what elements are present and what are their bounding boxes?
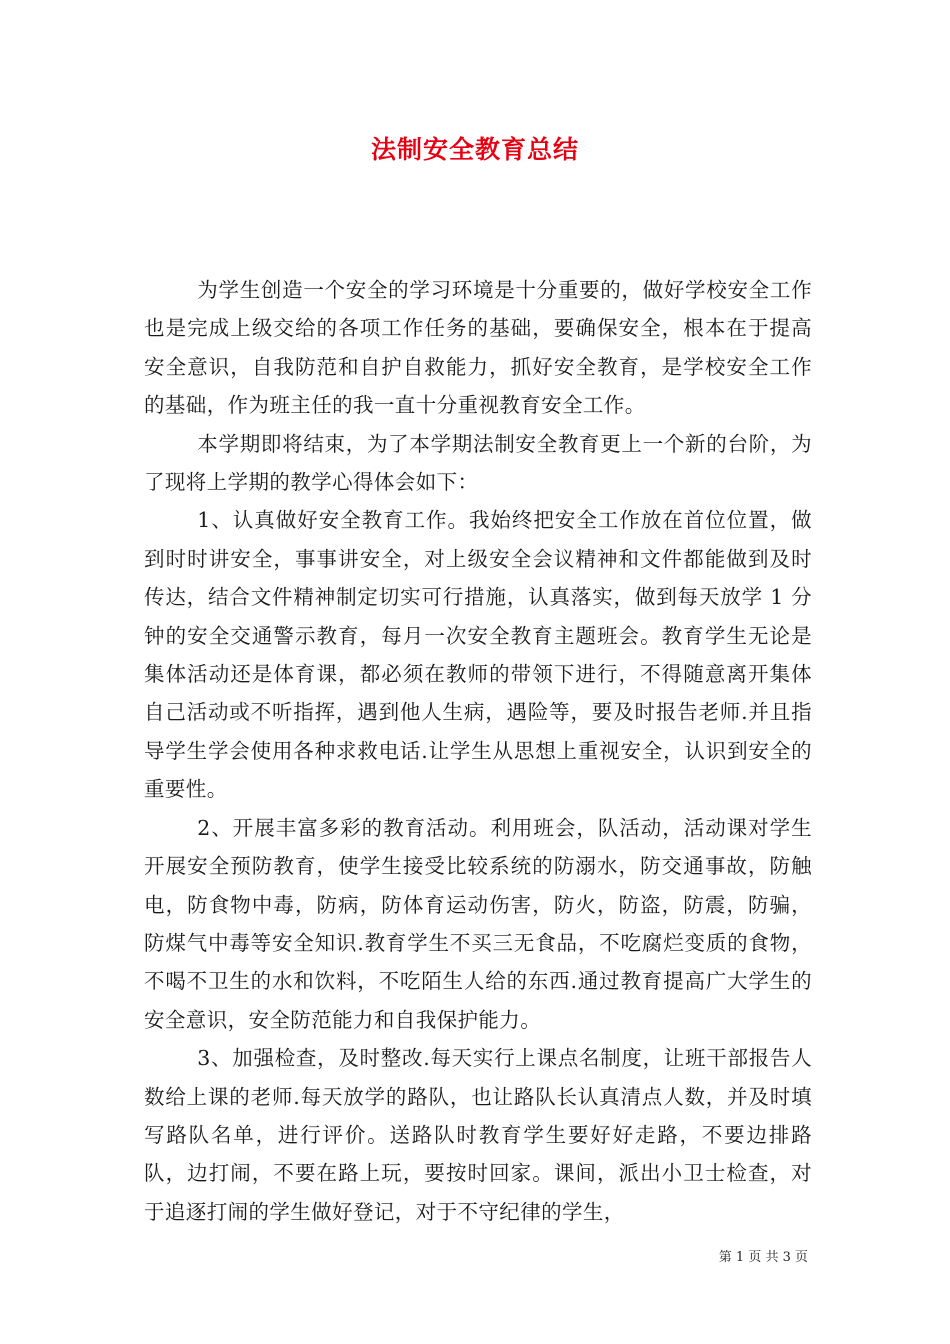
- paragraph-intro: 为学生创造一个安全的学习环境是十分重要的，做好学校安全工作也是完成上级交给的各项工作任务的基础，要确保安全，根本在于提高安全意识，自我防范和自护自救能力，抓好安全教育，是学校安全工作的基础，作为班主任的我一直十分重视教育安全工作。: [144, 278, 812, 418]
- document-title: 法制安全教育总结: [370, 135, 579, 164]
- page-number-footer: 第 1 页 共 3 页: [718, 1250, 808, 1265]
- document-body: [144, 271, 812, 1231]
- paragraph-item-2: 2、开展丰富多彩的教育活动。利用班会，队活动，活动课对学生开展安全预防教育，使学生接受比较系统的防溺水，防交通事故，防触电，防食物中毒，防病，防体育运动伤害，防火，防盗，防震，防骗，防煤气中毒等安全知识.教育学生不买三无食品，不吃腐烂变质的食物，不喝不卫生的水和饮料，不吃陌生人给的东西.通过教育提高广大学生的安全意识，安全防范能力和自我保护能力。: [144, 815, 812, 1032]
- paragraph-summary-lead: 本学期即将结束，为了本学期法制安全教育更上一个新的台阶，为了现将上学期的教学心得体会如下：: [144, 431, 812, 495]
- paragraph-item-3: 3、加强检查，及时整改.每天实行上课点名制度，让班干部报告人数给上课的老师.每天放学的路队，也让路队长认真清点人数，并及时填写路队名单，进行评价。送路队时教育学生要好好走路，不要边排路队，边打闹，不要在路上玩，要按时回家。课间，派出小卫士检查，对于追逐打闹的学生做好登记，对于不守纪律的学生，: [144, 1046, 812, 1224]
- paragraph-item-1: 1、认真做好安全教育工作。我始终把安全工作放在首位位置，做到时时讲安全，事事讲安全，对上级安全会议精神和文件都能做到及时传达，结合文件精神制定切实可行措施，认真落实，做到每天放学 1 分钟的安全交通警示教育，每月一次安全教育主题班会。教育学生无论是集体活动还是体育课，都必须在教师的带领下进行，不得随意离开集体自己活动或不听指挥，遇到他人生病，遇险等，要及时报告老师.并且指导学生学会使用各种求救电话.让学生从思想上重视安全，认识到安全的重要性。: [144, 508, 812, 802]
